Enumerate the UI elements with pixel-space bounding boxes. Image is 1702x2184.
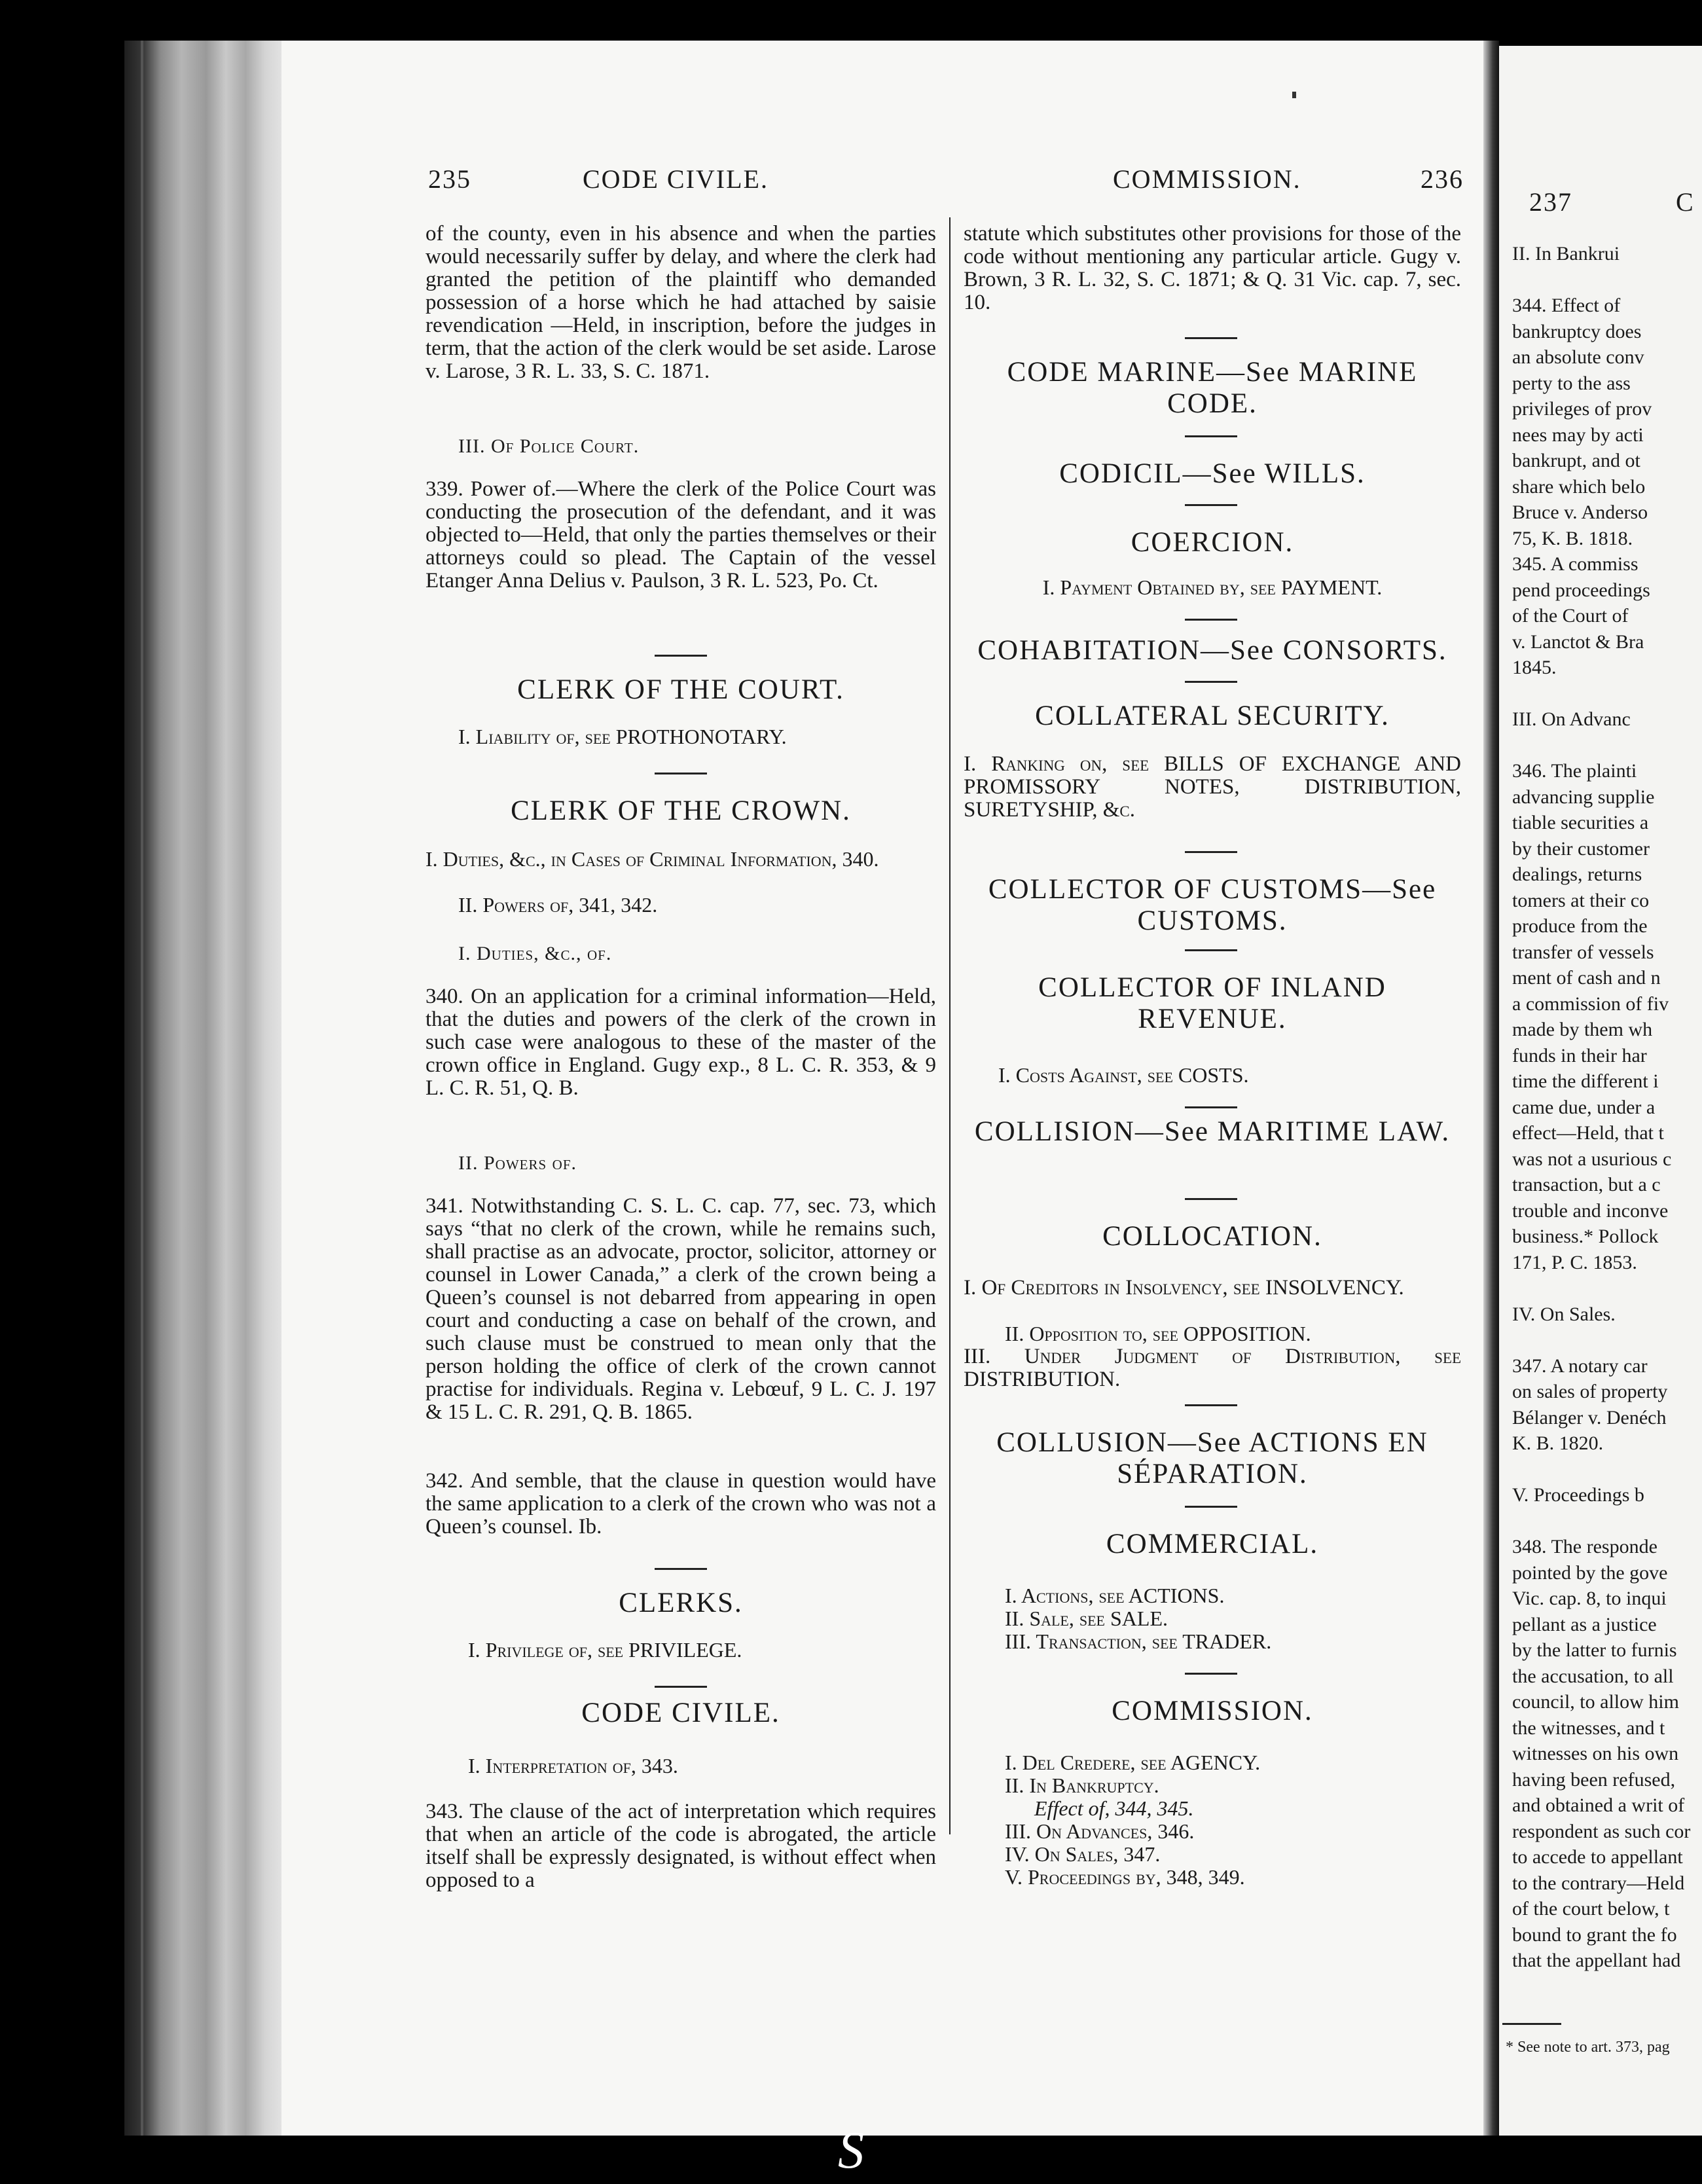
next-page-line: III. On Advanc <box>1512 708 1631 730</box>
next-page-line: transaction, but a c <box>1512 1174 1661 1195</box>
next-page-line: 1845. <box>1512 657 1557 678</box>
next-page-line: 345. A commiss <box>1512 553 1639 575</box>
next-page-line: effect—Held, that t <box>1512 1122 1664 1144</box>
next-page-line: bankrupt, and ot <box>1512 450 1640 471</box>
next-page-line: 75, K. B. 1818. <box>1512 527 1633 549</box>
next-page-line: council, to allow him <box>1512 1691 1679 1713</box>
index-commercial-3: III. Transaction, see TRADER. <box>1005 1629 1272 1653</box>
paragraph-343: 343. The clause of the act of interpretation which requires that when an article of the code is abrogated, the article itself shall be expressly designated, is without effect when opposed to a <box>426 1800 936 1892</box>
next-page-line <box>1512 682 1702 708</box>
footnote: * See note to art. 373, pag <box>1506 2039 1670 2056</box>
section-rule <box>1185 1404 1237 1406</box>
footnote-rule <box>1502 2023 1561 2025</box>
next-page-line: IV. On Sales. <box>1512 1303 1616 1325</box>
next-page-line: on sales of property <box>1512 1381 1668 1402</box>
index-collateral: I. Ranking on, see BILLS OF EXCHANGE AND PROMISSORY NOTES, DISTRIBUTION, SURETYSHIP, &c. <box>964 752 1461 822</box>
heading-clerk-of-the-crown: CLERK OF THE CROWN. <box>511 795 851 826</box>
next-page-line: II. In Bankrui <box>1512 243 1620 264</box>
next-page-line: by the latter to furnis <box>1512 1639 1677 1661</box>
paragraph-342: 342. And semble, that the clause in question would have the same application to a clerk of the crown who was not a Queen’s counsel. Ib. <box>426 1469 936 1538</box>
next-page-line: ment of cash and n <box>1512 967 1661 989</box>
next-page-line: bound to grant the fo <box>1512 1923 1677 1946</box>
column-divider <box>949 217 951 1834</box>
heading-commission: COMMISSION. <box>1112 1696 1313 1726</box>
next-page-line: 344. Effect of <box>1512 295 1621 316</box>
next-page-line: pellant as a justice <box>1512 1613 1657 1635</box>
index-commission-3: III. On Advances, 346. <box>1005 1819 1195 1843</box>
paragraph-340: 340. On an application for a criminal information—Held, that the duties and powers of the clerk of the crown in such case were analogous to these of the master of the crown office in England. Gugy exp., 8 L. C. R. 353, & 9 L. C. R. 51, Q. B. <box>426 985 936 1100</box>
paragraph-intro: of the county, even in his absence and when the parties would necessarily suffer by delay, and where the clerk had granted the petition of the plaintiff who demanded possession of a horse which he had attached by saisie revendication —Held, in inscription, before the judges in term, that the action of the clerk would be set aside. Larose v. Larose, 3 R. L. 33, S. C. 1871. <box>426 222 936 383</box>
next-page-line: perty to the ass <box>1512 372 1631 394</box>
section-rule <box>1185 619 1237 621</box>
next-page-line: share which belo <box>1512 475 1646 498</box>
next-page-line: dealings, returns <box>1512 864 1642 885</box>
next-page-line: transfer of vessels <box>1512 941 1654 963</box>
heading-code-civile: CODE CIVILE. <box>581 1698 780 1728</box>
section-rule <box>655 1686 707 1688</box>
next-page-line: business.* Pollock <box>1512 1226 1659 1247</box>
next-page-line: the accusation, to all <box>1512 1665 1674 1687</box>
next-page-line: to accede to appellant <box>1512 1846 1683 1868</box>
next-page-line: Bélanger v. Denéch <box>1512 1406 1667 1429</box>
next-page-line <box>1512 1277 1702 1303</box>
index-commission-2b: Effect of, 344, 345. <box>1034 1796 1194 1820</box>
next-page-line <box>1512 1328 1702 1355</box>
next-page-line: K. B. 1820. <box>1512 1432 1604 1454</box>
heading-collision: COLLISION—See MARITIME LAW. <box>974 1116 1451 1147</box>
next-page-text <box>1512 242 1702 1975</box>
next-page-line: a commission of fiv <box>1512 992 1669 1015</box>
next-page-line: having been refused, <box>1512 1768 1676 1791</box>
next-page-line: tomers at their co <box>1512 889 1650 911</box>
index-commission-2: II. In Bankruptcy. <box>1005 1774 1159 1797</box>
index-commercial-1: I. Actions, see ACTIONS. <box>1005 1584 1225 1607</box>
heading-coercion: COERCION. <box>1131 527 1294 558</box>
book-gutter <box>1483 41 1499 2136</box>
section-rule <box>1185 435 1237 437</box>
section-rule <box>1185 681 1237 683</box>
next-running-title: C <box>1676 187 1695 217</box>
running-title-right: COMMISSION. <box>1113 164 1301 194</box>
next-page-line: of the court below, t <box>1512 1898 1670 1920</box>
page-speck <box>1292 92 1296 98</box>
index-clerk-court: I. Liability of, see PROTHONOTARY. <box>458 725 787 748</box>
heading-collocation: COLLOCATION. <box>1102 1221 1322 1252</box>
index-crown-2: II. Powers of, 341, 342. <box>458 893 658 917</box>
heading-commercial: COMMERCIAL. <box>1106 1529 1319 1559</box>
next-page-line: privileges of prov <box>1512 398 1652 420</box>
next-page-line: and obtained a writ of <box>1512 1794 1685 1816</box>
next-page-line: of the Court of <box>1512 605 1629 627</box>
next-page-number: 237 <box>1529 187 1572 217</box>
next-page-line: pointed by the gove <box>1512 1561 1668 1584</box>
heading-clerk-of-the-court: CLERK OF THE COURT. <box>517 674 844 705</box>
section-rule <box>1185 1506 1237 1508</box>
next-page-line <box>1512 1458 1702 1484</box>
next-page-line: 171, P. C. 1853. <box>1512 1251 1637 1273</box>
subheading-police-court: III. Of Police Court. <box>458 435 640 457</box>
heading-codicil: CODICIL—See WILLS. <box>1059 458 1366 489</box>
index-commission-1: I. Del Credere, see AGENCY. <box>1005 1751 1261 1774</box>
index-commission-4: IV. On Sales, 347. <box>1005 1842 1161 1866</box>
edge-shadow <box>141 41 143 2136</box>
next-page-line: the witnesses, and t <box>1512 1717 1665 1739</box>
index-crown-1: I. Duties, &c., in Cases of Criminal Information, 340. <box>426 847 879 871</box>
index-coercion: I. Payment Obtained by, see PAYMENT. <box>1042 575 1383 599</box>
heading-collector-customs: COLLECTOR OF CUSTOMS—See CUSTOMS. <box>988 874 1437 936</box>
next-page-line: bankruptcy does <box>1512 320 1642 342</box>
next-page-line: made by them wh <box>1512 1019 1653 1040</box>
next-page-line: respondent as such cor <box>1512 1820 1691 1842</box>
next-page-line: came due, under a <box>1512 1096 1656 1118</box>
section-rule <box>1185 504 1237 506</box>
section-rule <box>1185 1673 1237 1675</box>
next-page-line <box>1512 734 1702 760</box>
index-inland: I. Costs Against, see COSTS. <box>998 1063 1249 1087</box>
next-page-line: v. Lanctot & Bra <box>1512 630 1644 653</box>
next-page-line: witnesses on his own <box>1512 1743 1679 1764</box>
handwritten-mark: S <box>838 2122 864 2179</box>
book-fore-edge <box>124 41 288 2136</box>
index-collocation-1: I. Of Creditors in Insolvency, see INSOLVENCY. <box>964 1276 1404 1300</box>
next-page-line: time the different i <box>1512 1070 1659 1092</box>
section-rule <box>1185 851 1237 853</box>
section-rule <box>1185 949 1237 951</box>
next-page-line: pend proceedings <box>1512 579 1650 601</box>
next-page-line: was not a usurious c <box>1512 1148 1672 1170</box>
next-page-line: advancing supplie <box>1512 786 1655 808</box>
index-commission-5: V. Proceedings by, 348, 349. <box>1005 1865 1245 1889</box>
index-collocation-2: II. Opposition to, see OPPOSITION. <box>1005 1322 1311 1345</box>
subheading-powers: II. Powers of. <box>458 1152 577 1174</box>
page-number-left: 235 <box>428 164 471 194</box>
next-page-line: 348. The responde <box>1512 1536 1657 1557</box>
section-rule <box>1185 1106 1237 1108</box>
section-rule <box>1185 337 1237 339</box>
section-rule <box>655 773 707 774</box>
next-page-line <box>1512 1510 1702 1536</box>
paragraph-341: 341. Notwithstanding C. S. L. C. cap. 77, sec. 73, which says “that no clerk of the crown, while he remains such, shall practise as an advocate, proctor, solicitor, attorney or counsel in Lower Canada,” a clerk of the crown being a Queen’s counsel is not debarred from appearing in open court and conducting a case on behalf of the crown, and such clause must be construed to mean only that the person holding the office of clerk of the crown cannot practise for individuals. Regina v. Lebœuf, 9 L. C. J. 197 & 15 L. C. R. 291, Q. B. 1865. <box>426 1194 936 1424</box>
next-page-line: to the contrary—Held <box>1512 1872 1685 1894</box>
next-page-line: an absolute conv <box>1512 346 1644 368</box>
index-commercial-2: II. Sale, see SALE. <box>1005 1607 1168 1630</box>
heading-cohabitation: COHABITATION—See CONSORTS. <box>977 635 1447 666</box>
subheading-duties: I. Duties, &c., of. <box>458 943 612 964</box>
next-page-line: 347. A notary car <box>1512 1355 1648 1377</box>
index-clerks: I. Privilege of, see PRIVILEGE. <box>468 1638 742 1662</box>
heading-clerks: CLERKS. <box>619 1588 743 1618</box>
next-page-line: by their customer <box>1512 837 1650 860</box>
section-rule <box>655 655 707 657</box>
heading-collateral-security: COLLATERAL SECURITY. <box>1035 701 1390 731</box>
next-page-line: V. Proceedings b <box>1512 1484 1644 1506</box>
index-collocation-3: III. Under Judgment of Distribution, see DISTRIBUTION. <box>964 1345 1461 1391</box>
next-page-line: that the appellant had <box>1512 1950 1681 1971</box>
heading-code-marine: CODE MARINE—See MARINE CODE. <box>1007 357 1418 419</box>
next-page-line: Bruce v. Anderso <box>1512 501 1648 523</box>
paragraph-339: 339. Power of.—Where the clerk of the Police Court was conducting the prosecution of the defendant, and it was objected to—Held, that only the parties themselves or their attorneys could so plead. The Captain of the vessel Etanger Anna Delius v. Paulson, 3 R. L. 523, Po. Ct. <box>426 477 936 592</box>
next-page-line: tiable securities a <box>1512 812 1649 833</box>
next-page-line: produce from the <box>1512 915 1648 937</box>
index-code-civile: I. Interpretation of, 343. <box>468 1754 678 1777</box>
next-page-line: nees may by acti <box>1512 424 1644 446</box>
next-page-line: trouble and inconve <box>1512 1199 1669 1222</box>
page-number-right: 236 <box>1421 164 1464 194</box>
next-page-line: Vic. cap. 8, to inqui <box>1512 1588 1667 1609</box>
heading-collusion: COLLUSION—See ACTIONS EN SÉPARATION. <box>996 1427 1428 1489</box>
section-rule <box>1185 1198 1237 1200</box>
heading-collector-inland-revenue: COLLECTOR OF INLAND REVENUE. <box>1038 972 1386 1034</box>
running-title-left: CODE CIVILE. <box>583 164 769 194</box>
next-page-line: 346. The plainti <box>1512 760 1637 782</box>
next-page-line: funds in their har <box>1512 1044 1647 1066</box>
next-page-line <box>1512 268 1702 295</box>
section-rule <box>655 1568 707 1570</box>
paragraph-continued: statute which substitutes other provisions for those of the code without mentioning any particular article. Gugy v. Brown, 3 R. L. 32, S. C. 1871; & Q. 31 Vic. cap. 7, sec. 10. <box>964 222 1461 314</box>
